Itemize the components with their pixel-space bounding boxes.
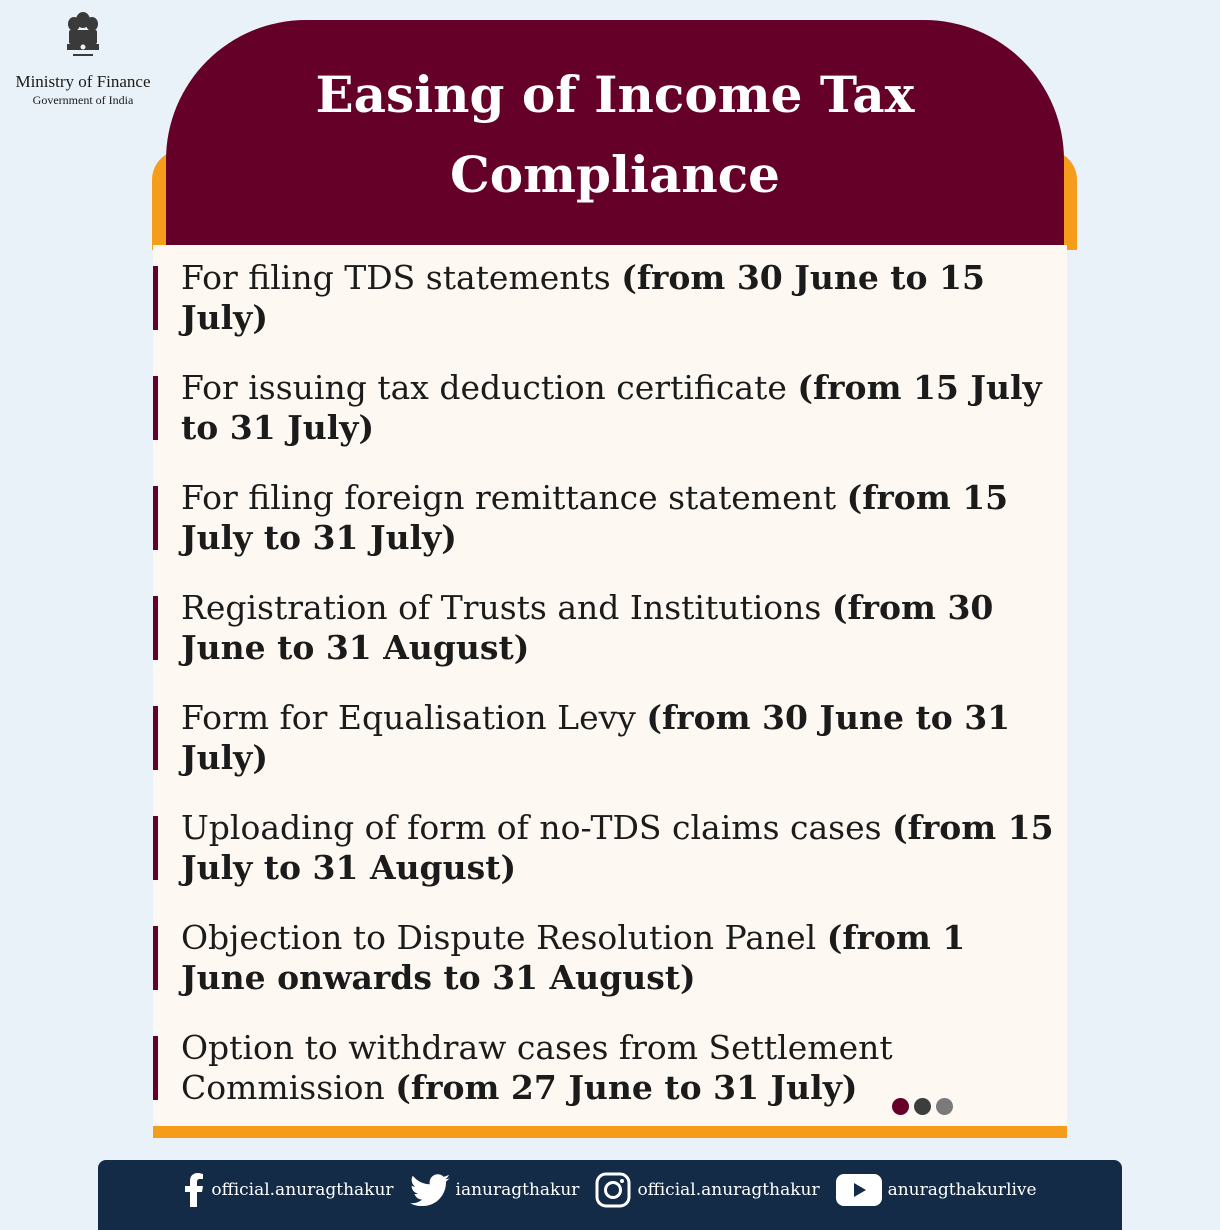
ministry-logo [8,10,158,108]
item-date: (from 15 July to 31 August) [181,808,1054,887]
page-title [316,51,915,215]
item-label: Option to withdraw cases from Settlement Commission [181,1028,893,1107]
item-label: For filing foreign remittance statement [181,478,847,517]
deadline-list [153,258,1058,1138]
item-label: For issuing tax deduction certificate [181,368,798,407]
list-item [153,588,1058,668]
instagram-icon [595,1172,631,1208]
title-line-2: Compliance [449,144,780,204]
item-label: Form for Equalisation Levy [181,698,647,737]
instagram-handle: official.anuragthakur [637,1180,820,1200]
youtube-icon [836,1174,882,1206]
item-date: (from 15 July to 31 July) [181,368,1042,447]
pagination-dot [914,1098,931,1115]
item-label: Objection to Dispute Resolution Panel [181,918,827,957]
item-date: (from 30 June to 31 August) [181,588,994,667]
youtube-handle: anuragthakurlive [887,1180,1037,1200]
title-banner [166,20,1064,245]
item-date: (from 27 June to 31 July) [395,1068,858,1107]
facebook-icon [183,1173,205,1207]
youtube-link[interactable] [836,1174,1037,1206]
facebook-handle: official.anuragthakur [211,1180,394,1200]
list-item [153,478,1058,558]
title-line-1: Easing of Income Tax [315,64,915,124]
list-item [153,698,1058,778]
item-label: Registration of Trusts and Institutions [181,588,832,627]
list-item [153,918,1058,998]
list-item [153,1028,1058,1108]
twitter-link[interactable] [410,1174,580,1206]
pagination-dot [936,1098,953,1115]
pagination-dot [892,1098,909,1115]
list-item [153,368,1058,448]
item-date: (from 15 July to 31 July) [181,478,1009,557]
list-item [153,808,1058,888]
national-emblem-icon [63,10,103,68]
facebook-link[interactable] [183,1173,393,1207]
item-date: (from 1 June onwards to 31 August) [181,918,966,997]
list-item [153,258,1058,338]
item-label: For filing TDS statements [181,258,622,297]
instagram-link[interactable] [595,1172,819,1208]
item-label: Uploading of form of no-TDS claims cases [181,808,893,847]
twitter-icon [410,1174,450,1206]
item-date: (from 30 June to 15 July) [181,258,985,337]
item-date: (from 30 June to 31 July) [181,698,1011,777]
ministry-name: Ministry of Finance [15,72,151,91]
pagination-dots [892,1098,953,1115]
twitter-handle: ianuragthakur [455,1180,580,1200]
government-name: Government of India [32,93,134,107]
